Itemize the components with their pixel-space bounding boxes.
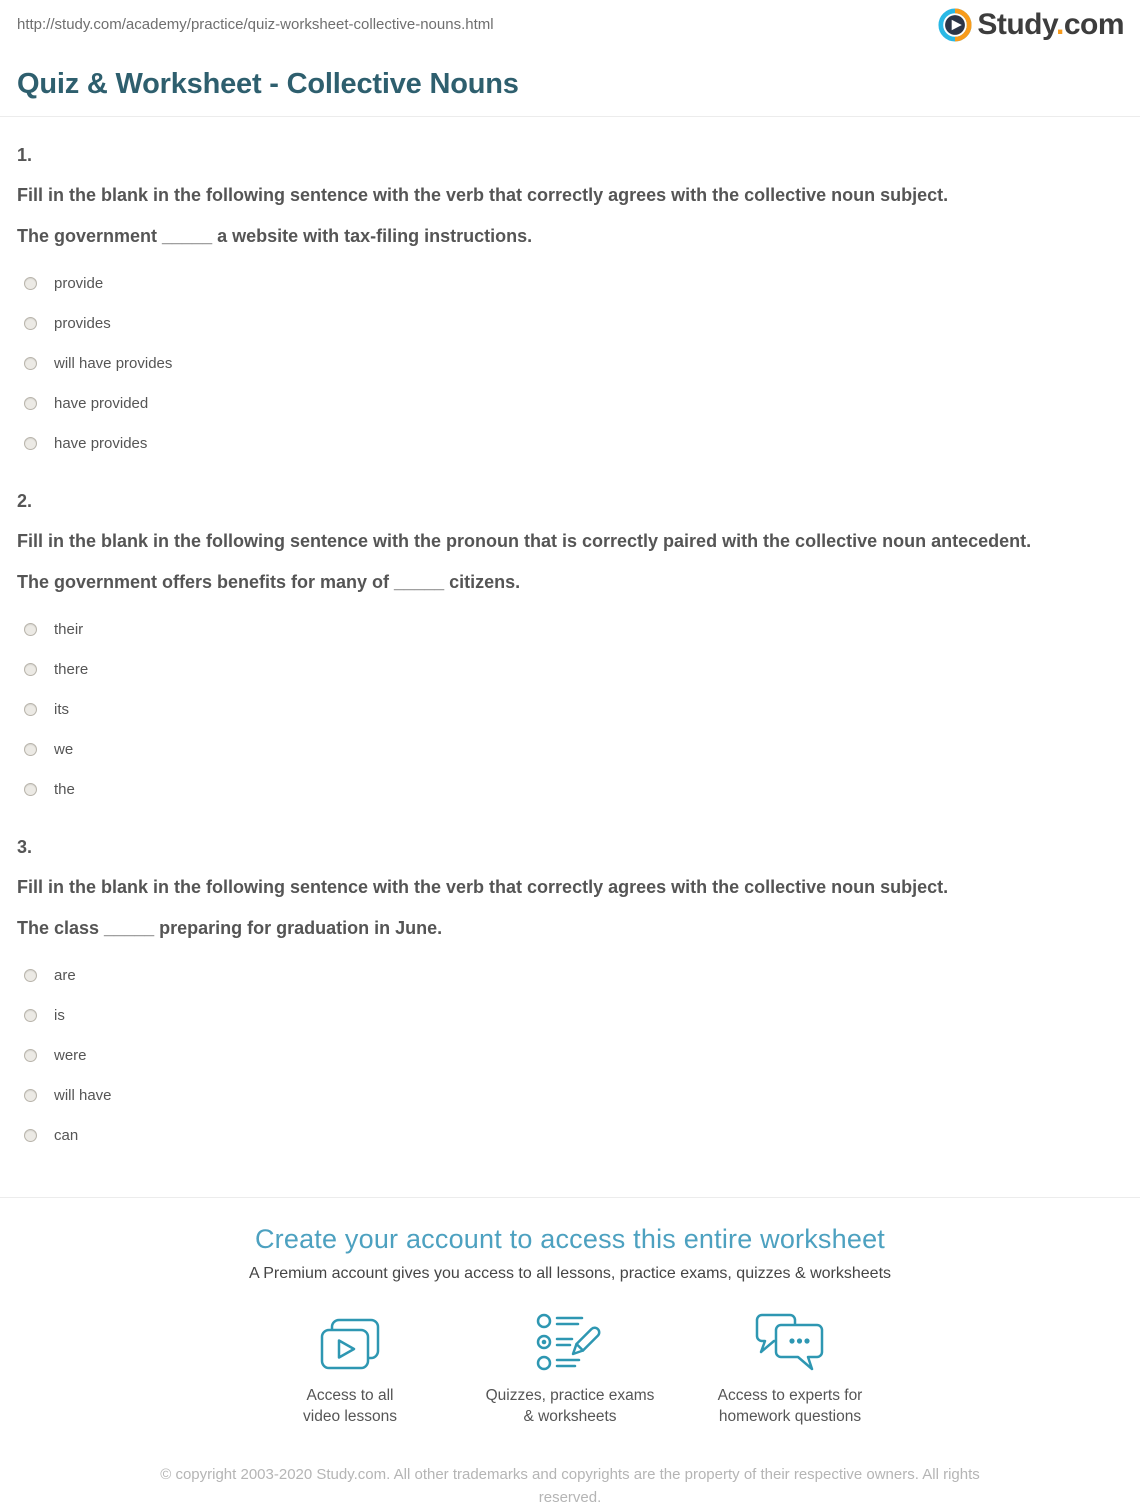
cta-heading: Create your account to access this entire worksheet	[254, 1224, 885, 1254]
title-divider	[0, 116, 1140, 117]
question-number: 3.	[17, 837, 33, 857]
radio-button-icon[interactable]	[24, 969, 37, 982]
radio-button-icon[interactable]	[24, 703, 37, 716]
quiz-content	[0, 145, 1140, 1155]
question-block-2	[17, 491, 1123, 809]
question-block-1	[17, 145, 1123, 463]
video-lessons-icon	[317, 1311, 383, 1375]
answer-option-label[interactable]: have provided	[54, 394, 149, 412]
page-title: Quiz & Worksheet - Collective Nouns	[17, 68, 519, 100]
answer-option[interactable]	[17, 955, 1123, 995]
feature-video-lessons	[240, 1311, 460, 1427]
studycom-logo[interactable]	[938, 8, 1124, 42]
question-prompt: Fill in the blank in the following sentence with the verb that correctly agrees with the collective noun subject.	[17, 877, 949, 897]
answer-option[interactable]	[17, 1075, 1123, 1115]
answer-option-label[interactable]: can	[54, 1126, 79, 1144]
question-sentence: The class _____ preparing for graduation in June.	[17, 918, 443, 938]
feature-quizzes-worksheets	[460, 1311, 680, 1427]
page-url: http://study.com/academy/practice/quiz-worksheet-collective-nouns.html	[17, 16, 494, 33]
radio-button-icon[interactable]	[24, 783, 37, 796]
radio-button-icon[interactable]	[24, 277, 37, 290]
answer-option-label[interactable]: were	[54, 1046, 87, 1064]
radio-button-icon[interactable]	[24, 1089, 37, 1102]
answer-option[interactable]	[17, 383, 1123, 423]
studycom-logo-icon	[938, 8, 972, 42]
copyright-notice: © copyright 2003-2020 Study.com. All other trademarks and copyrights are the property of their respective owners. All rights reserved.	[160, 1466, 980, 1506]
cta-subheading: A Premium account gives you access to all lessons, practice exams, quizzes & worksheets	[248, 1265, 892, 1282]
radio-button-icon[interactable]	[24, 1009, 37, 1022]
answer-option-label[interactable]: are	[54, 966, 76, 984]
feature-label: Access to all video lessons	[303, 1387, 397, 1425]
radio-button-icon[interactable]	[24, 743, 37, 756]
page-header	[0, 0, 1140, 42]
answer-option[interactable]	[17, 1115, 1123, 1155]
answer-option-label[interactable]: there	[54, 660, 89, 678]
answer-option[interactable]	[17, 769, 1123, 809]
answer-option-label[interactable]: will have	[54, 1086, 112, 1104]
answer-option-label[interactable]: the	[54, 780, 75, 798]
studycom-logo-text: Study.com	[977, 8, 1124, 41]
radio-button-icon[interactable]	[24, 1049, 37, 1062]
answer-option[interactable]	[17, 263, 1123, 303]
answer-option[interactable]	[17, 729, 1123, 769]
answer-option[interactable]	[17, 1035, 1123, 1075]
answer-options	[17, 263, 1123, 463]
answer-option[interactable]	[17, 343, 1123, 383]
answer-option[interactable]	[17, 689, 1123, 729]
answer-option-label[interactable]: we	[54, 740, 74, 758]
answer-option-label[interactable]: provide	[54, 274, 104, 292]
answer-option[interactable]	[17, 303, 1123, 343]
question-number: 2.	[17, 491, 33, 511]
answer-option-label[interactable]: have provides	[54, 434, 148, 452]
question-sentence: The government offers benefits for many of _____ citizens.	[17, 572, 521, 592]
chat-experts-icon	[752, 1311, 828, 1375]
answer-option-label[interactable]: its	[54, 700, 69, 718]
radio-button-icon[interactable]	[24, 437, 37, 450]
feature-label: Quizzes, practice exams & worksheets	[485, 1387, 655, 1425]
feature-homework-experts	[680, 1311, 900, 1427]
question-sentence: The government _____ a website with tax-filing instructions.	[17, 226, 533, 246]
answer-option-label[interactable]: is	[54, 1006, 65, 1024]
question-prompt: Fill in the blank in the following sentence with the pronoun that is correctly paired with the collective noun antecedent.	[17, 531, 1032, 551]
answer-options	[17, 955, 1123, 1155]
radio-button-icon[interactable]	[24, 317, 37, 330]
answer-option[interactable]	[17, 609, 1123, 649]
answer-option[interactable]	[17, 649, 1123, 689]
question-prompt: Fill in the blank in the following sentence with the verb that correctly agrees with the collective noun subject.	[17, 185, 949, 205]
feature-label: Access to experts for homework questions	[717, 1387, 863, 1425]
answer-options	[17, 609, 1123, 809]
answer-option[interactable]	[17, 423, 1123, 463]
quiz-worksheet-icon	[533, 1311, 607, 1375]
answer-option[interactable]	[17, 995, 1123, 1035]
answer-option-label[interactable]: their	[54, 620, 84, 638]
question-number: 1.	[17, 145, 33, 165]
cta-divider	[0, 1197, 1140, 1198]
feature-row	[0, 1311, 1140, 1427]
answer-option-label[interactable]: provides	[54, 314, 111, 332]
radio-button-icon[interactable]	[24, 357, 37, 370]
radio-button-icon[interactable]	[24, 1129, 37, 1142]
answer-option-label[interactable]: will have provides	[54, 354, 173, 372]
radio-button-icon[interactable]	[24, 397, 37, 410]
cta-section	[0, 1224, 1140, 1427]
radio-button-icon[interactable]	[24, 663, 37, 676]
radio-button-icon[interactable]	[24, 623, 37, 636]
question-block-3	[17, 837, 1123, 1155]
